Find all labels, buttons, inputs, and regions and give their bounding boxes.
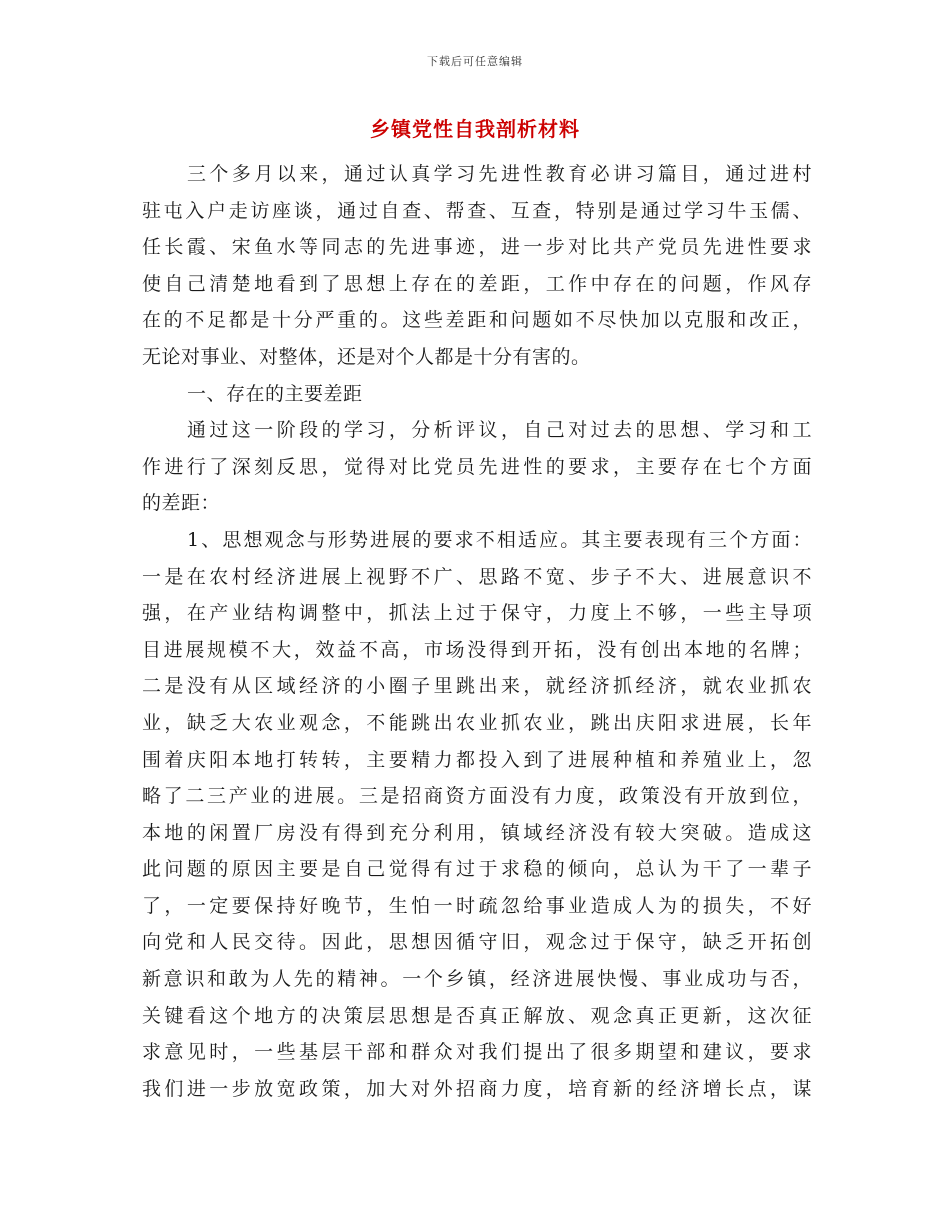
paragraph-line: 任长霞、宋鱼水等同志的先进事迹，进一步对比共产党员先进性要求 (142, 236, 812, 259)
paragraph-line: 强，在产业结构调整中，抓法上过于保守，力度上不够，一些主导项 (142, 602, 812, 625)
paragraph-line: 关键看这个地方的决策层思想是否真正解放、观念真正更新，这次征 (142, 1004, 812, 1027)
paragraph-line: 无论对事业、对整体，还是对个人都是十分有害的。 (142, 345, 591, 368)
paragraph-line: 三个多月以来，通过认真学习先进性教育必讲习篇目，通过进村 (187, 163, 812, 185)
paragraph-line: 驻屯入户走访座谈，通过自查、帮查、互查，特别是通过学习牛玉儒、 (142, 199, 812, 222)
paragraph-line: 在的不足都是十分严重的。这些差距和问题如不尽快加以克服和改正， (142, 309, 812, 332)
paragraph-line: 的差距： (142, 492, 221, 515)
section-heading: 一、存在的主要差距 (187, 382, 363, 405)
paragraph-line: 业，缺乏大农业观念，不能跳出农业抓农业，跳出庆阳求进展，长年 (142, 711, 812, 734)
paragraph-line: 1、思想观念与形势进展的要求不相适应。其主要表现有三个方面： (187, 528, 812, 551)
header-note: 下载后可任意编辑 (427, 55, 523, 68)
paragraph-line: 目进展规模不大，效益不高，市场没得到开拓，没有创出本地的名牌； (142, 638, 812, 661)
paragraph-line: 二是没有从区域经济的小圈子里跳出来，就经济抓经济，就农业抓农 (142, 675, 812, 698)
paragraph-line: 通过这一阶段的学习，分析评议，自己对过去的思想、学习和工 (187, 419, 812, 442)
paragraph-line: 求意见时，一些基层干部和群众对我们提出了很多期望和建议，要求 (142, 1041, 812, 1064)
paragraph-line: 我们进一步放宽政策，加大对外招商力度，培育新的经济增长点，谋 (142, 1077, 812, 1100)
paragraph-line: 本地的闲置厂房没有得到充分利用，镇域经济没有较大突破。造成这 (142, 821, 812, 844)
paragraph-line: 向党和人民交待。因此，思想因循守旧，观念过于保守，缺乏开拓创 (142, 931, 812, 954)
paragraph-line: 围着庆阳本地打转转，主要精力都投入到了进展种植和养殖业上，忽 (142, 748, 812, 771)
paragraph-line: 略了二三产业的进展。三是招商资方面没有力度，政策没有开放到位， (142, 785, 812, 808)
paragraph-line: 了，一定要保持好晚节，生怕一时疏忽给事业造成人为的损失，不好 (142, 894, 812, 917)
paragraph-line: 一是在农村经济进展上视野不广、思路不宽、步子不大、进展意识不 (142, 565, 812, 588)
paragraph-line: 此问题的原因主要是自己觉得有过于求稳的倾向，总认为干了一辈子 (142, 858, 812, 881)
document-body (142, 156, 812, 1107)
paragraph-line: 新意识和敢为人先的精神。一个乡镇，经济进展快慢、事业成功与否， (142, 968, 812, 991)
paragraph-line: 作进行了深刻反思，觉得对比党员先进性的要求，主要存在七个方面 (142, 455, 812, 478)
paragraph-line: 使自己清楚地看到了思想上存在的差距，工作中存在的问题，作风存 (142, 272, 812, 295)
document-title: 乡镇党性自我剖析材料 (370, 117, 580, 141)
